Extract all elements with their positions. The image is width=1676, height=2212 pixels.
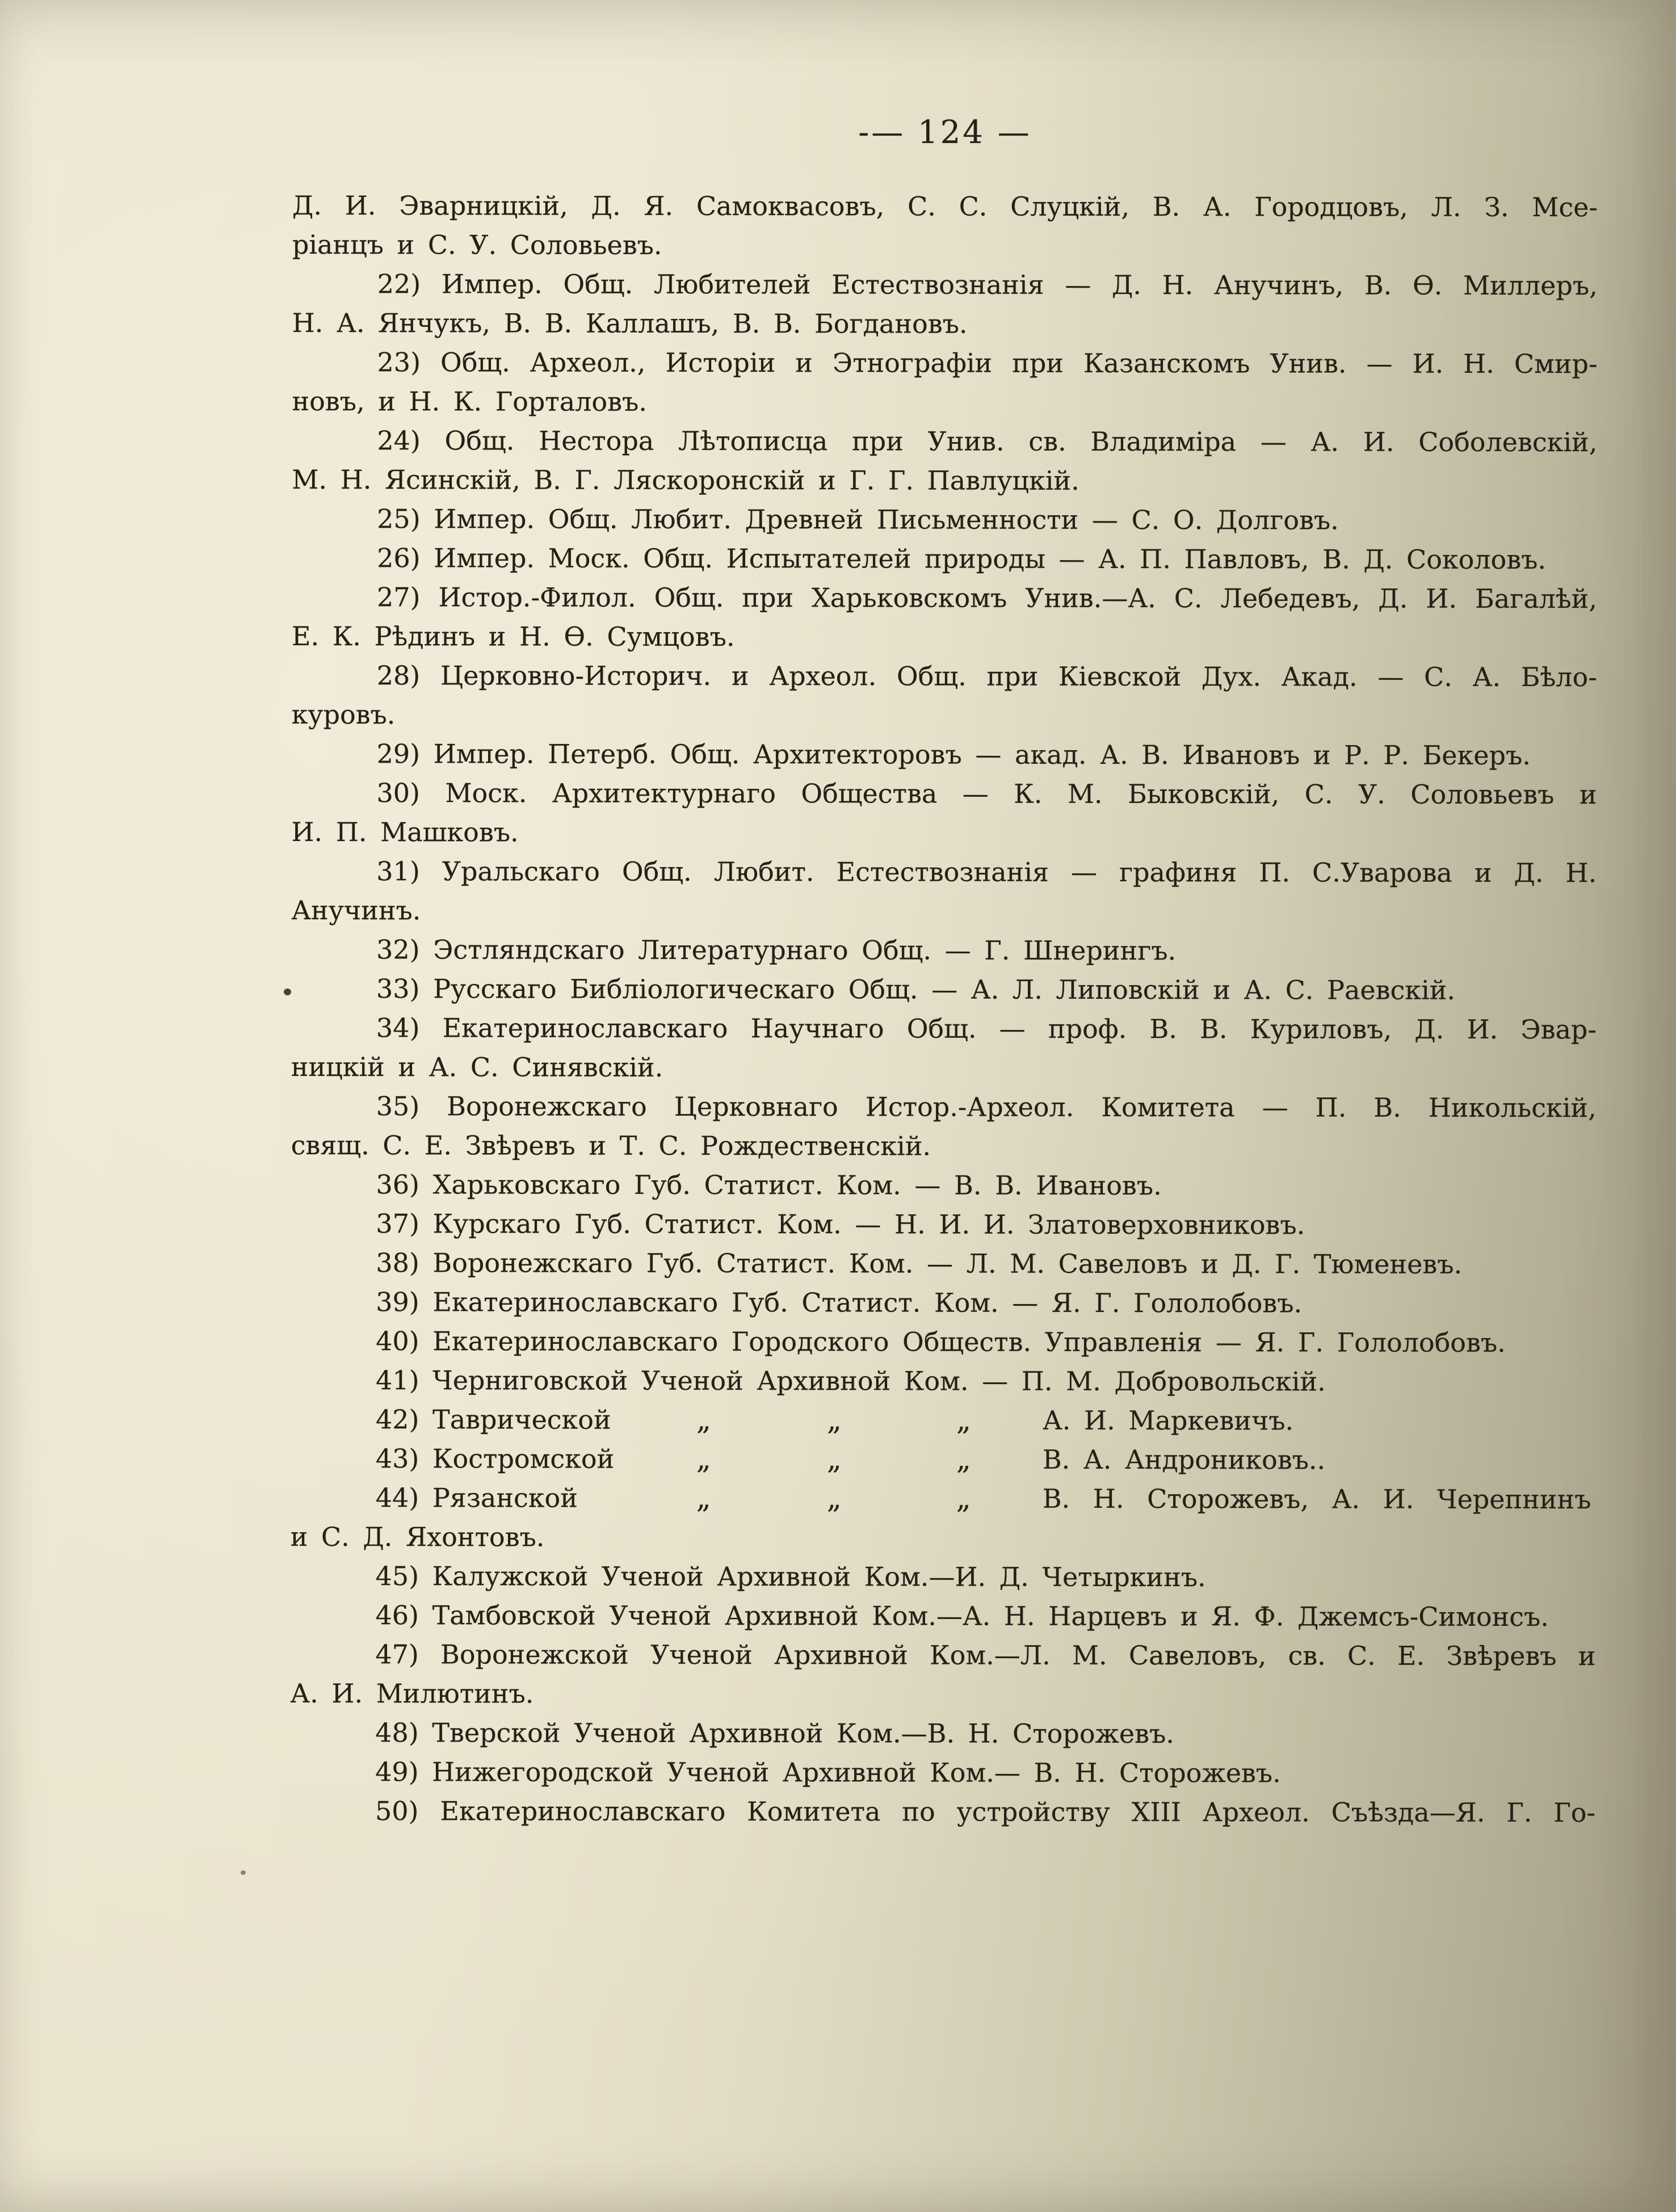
text-line: 24) Общ. Нестора Лѣтописца при Унив. св. Владиміра — А. И. Соболевскій, <box>377 425 1598 458</box>
ditto-mark: „ <box>696 1442 711 1476</box>
ditto-label: 43) Костромской <box>375 1443 615 1474</box>
text-line: 29) Импер. Петерб. Общ. Архитекторовъ — акад. А. В. Ивановъ и Р. Р. Бекеръ. <box>376 738 1531 771</box>
text-line: 41) Черниговской Ученой Архивной Ком. — П. М. Добровольскій. <box>376 1365 1326 1397</box>
text-line: 34) Екатеринославскаго Научнаго Общ. — проф. В. В. Куриловъ, Д. И. Эвар- <box>376 1012 1597 1045</box>
ditto-names: В. А. Андрониковъ.. <box>1042 1444 1326 1475</box>
ditto-label: 44) Рязанской <box>375 1482 578 1513</box>
text-line: свящ. С. Е. Звѣревъ и Т. С. Рождественскій. <box>291 1129 931 1162</box>
text-line: новъ, и Н. К. Горталовъ. <box>292 385 647 417</box>
text-line: 49) Нижегородской Ученой Архивной Ком.— В. Н. Сторожевъ. <box>375 1756 1281 1789</box>
text-block <box>290 186 1598 1832</box>
text-line: Е. К. Рѣдинъ и Н. Ѳ. Сумцовъ. <box>291 620 735 653</box>
ditto-names: А. И. Маркевичъ. <box>1042 1404 1294 1436</box>
text-line: 50) Екатеринославскаго Комитета по устройству XIII Археол. Съѣзда—Я. Г. Го- <box>375 1795 1596 1828</box>
text-line: 28) Церковно-Историч. и Археол. Общ. при Кіевской Дух. Акад. — С. А. Бѣло- <box>376 660 1597 693</box>
text-line: И. П. Машковъ. <box>291 816 519 848</box>
text-line: 48) Тверской Ученой Архивной Ком.—В. Н. Сторожевъ. <box>375 1717 1174 1750</box>
text-line: Н. А. Янчукъ, В. В. Каллашъ, В. В. Богдановъ. <box>292 307 968 339</box>
text-line: 36) Харьковскаго Губ. Статист. Ком. — В. В. Ивановъ. <box>376 1169 1162 1201</box>
text-line: ріанцъ и С. У. Соловьевъ. <box>292 229 662 260</box>
text-line: 31) Уральскаго Общ. Любит. Естествознанія — графиня П. С.Уварова и Д. Н. <box>376 856 1597 889</box>
text-line: 39) Екатеринославскаго Губ. Статист. Ком. — Я. Г. Гололобовъ. <box>376 1286 1303 1319</box>
text-line: 40) Екатеринославскаго Городского Обществ. Управленія — Я. Г. Гололобовъ. <box>376 1326 1506 1358</box>
text-line: 37) Курскаго Губ. Статист. Ком. — Н. И. И. Златоверховниковъ. <box>376 1208 1305 1240</box>
text-line: Анучинъ. <box>291 894 421 926</box>
ditto-mark: „ <box>826 1443 842 1476</box>
ditto-line <box>291 1439 1596 1480</box>
ditto-mark: „ <box>956 1482 971 1515</box>
text-line: А. И. Милютинъ. <box>290 1677 534 1709</box>
ditto-mark: „ <box>696 1481 711 1515</box>
text-line: 22) Импер. Общ. Любителей Естествознанія — Д. Н. Анучинъ, В. Ѳ. Миллеръ, <box>377 268 1598 301</box>
text-line: Д. И. Эварницкій, Д. Я. Самоквасовъ, С. С. Слуцкій, В. А. Городцовъ, Л. З. Мсе- <box>292 190 1598 223</box>
ditto-mark: „ <box>956 1403 971 1437</box>
text-line: куровъ. <box>291 699 396 730</box>
text-line: 26) Импер. Моск. Общ. Испытателей природы — А. П. Павловъ, В. Д. Соколовъ. <box>377 543 1547 575</box>
text-line: 38) Воронежскаго Губ. Статист. Ком. — Л. М. Савеловъ и Д. Г. Тюменевъ. <box>376 1247 1463 1280</box>
text-line: М. Н. Ясинскій, В. Г. Ляскоронскій и Г. Г. Павлуцкій. <box>292 464 1079 496</box>
text-line: 35) Воронежскаго Церковнаго Истор.-Археол. Комитета — П. В. Никольскій, <box>376 1091 1597 1124</box>
ditto-mark: „ <box>956 1443 971 1476</box>
text-line: и С. Д. Яхонтовъ. <box>290 1521 545 1553</box>
text-line: 33) Русскаго Библіологическаго Общ. — А. Л. Липовскій и А. С. Раевскій. <box>376 973 1456 1006</box>
text-line: 30) Моск. Архитектурнаго Общества — К. М. Быковскій, С. У. Соловьевъ и <box>376 777 1597 810</box>
ditto-line <box>291 1400 1596 1441</box>
text-line: 32) Эстляндскаго Литературнаго Общ. — Г. Шнерингъ. <box>376 934 1177 966</box>
ditto-names: В. Н. Сторожевъ, А. И. Черепнинъ <box>1042 1483 1591 1515</box>
ditto-label: 42) Таврической <box>375 1404 611 1435</box>
ditto-mark: „ <box>696 1403 711 1437</box>
text-line: ницкій и А. С. Синявскій. <box>291 1051 663 1083</box>
ink-speck <box>284 989 291 995</box>
text-line: 47) Воронежской Ученой Архивной Ком.—Л. М. Савеловъ, св. С. Е. Звѣревъ и <box>375 1639 1596 1672</box>
ditto-mark: „ <box>826 1403 842 1437</box>
text-line: 23) Общ. Археол., Исторіи и Этнографіи при Казанскомъ Унив. — И. Н. Смир- <box>377 347 1598 380</box>
ink-speck <box>241 1870 246 1875</box>
ditto-line <box>291 1478 1596 1519</box>
text-line: 27) Истор.-Филол. Общ. при Харьковскомъ Унив.—А. С. Лебедевъ, Д. И. Багалѣй, <box>376 582 1598 615</box>
text-line: 25) Импер. Общ. Любит. Древней Письменности — С. О. Долговъ. <box>377 503 1339 536</box>
page-number-header: -— 124 — <box>858 114 1032 151</box>
text-line: 46) Тамбовской Ученой Архивной Ком.—А. Н. Нарцевъ и Я. Ф. Джемсъ-Симонсъ. <box>375 1600 1549 1633</box>
text-line: 45) Калужской Ученой Архивной Ком.—И. Д. Четыркинъ. <box>375 1561 1206 1593</box>
ditto-mark: „ <box>826 1482 842 1515</box>
